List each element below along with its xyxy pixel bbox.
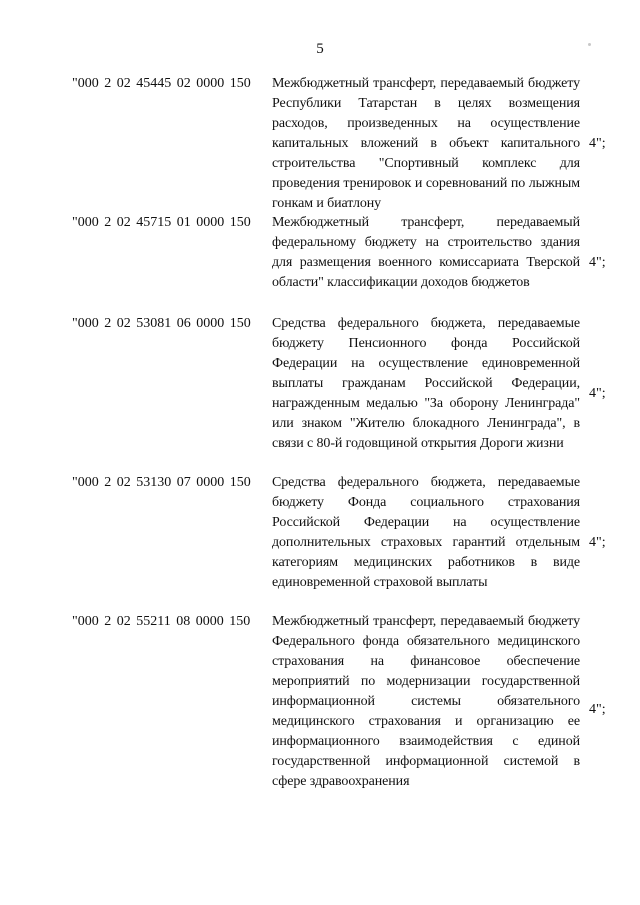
closing-suffix: 4"; [589, 255, 606, 270]
classification-code: "000 2 02 53081 06 0000 150 [72, 316, 251, 331]
income-description: Межбюджетный трансферт, передаваемый федеральному бюджету на строительство здания для размещения военного комиссариата Тверской области" классификации доходов бюджетов [272, 215, 580, 290]
page-number: 5 [316, 41, 324, 57]
scan-mark [588, 43, 591, 46]
closing-suffix: 4"; [589, 702, 606, 717]
income-description: Средства федерального бюджета, передаваемые бюджету Пенсионного фонда Российской Федерации на осуществление единовременной выплаты гражданам Российской Федерации, награжденным медалью "За оборону Ленинграда" или знаком "Жителю блокадного Ленинграда", в связи с 80-й годовщиной открытия Дороги жизни [272, 316, 580, 451]
closing-suffix: 4"; [589, 136, 606, 151]
income-description: Межбюджетный трансферт, передаваемый бюджету Республики Татарстан в целях возмещения расходов, произведенных на осуществление капитальных вложений в объект капитального строительства "Спортивный комплекс для проведения тренировок и соревнований по лыжным гонкам и биатлону [272, 76, 580, 211]
classification-code: "000 2 02 45715 01 0000 150 [72, 215, 251, 230]
income-description: Межбюджетный трансферт, передаваемый бюджету Федерального фонда обязательного медицинского страхования на финансовое обеспечение мероприятий по модернизации государственной информационной системы обязательного медицинского страхования и организацию ее информационного взаимодействия с единой государственной информационной системой в сфере здравоохранения [272, 614, 580, 789]
classification-code: "000 2 02 55211 08 0000 150 [72, 614, 251, 629]
closing-suffix: 4"; [589, 535, 606, 550]
closing-suffix: 4"; [589, 386, 606, 401]
income-description: Средства федерального бюджета, передаваемые бюджету Фонда социального страхования Российской Федерации на осуществление дополнительных страховых гарантий отдельным категориям медицинских работников в виде единовременной страховой выплаты [272, 475, 580, 590]
classification-code: "000 2 02 53130 07 0000 150 [72, 475, 251, 490]
classification-code: "000 2 02 45445 02 0000 150 [72, 76, 251, 91]
